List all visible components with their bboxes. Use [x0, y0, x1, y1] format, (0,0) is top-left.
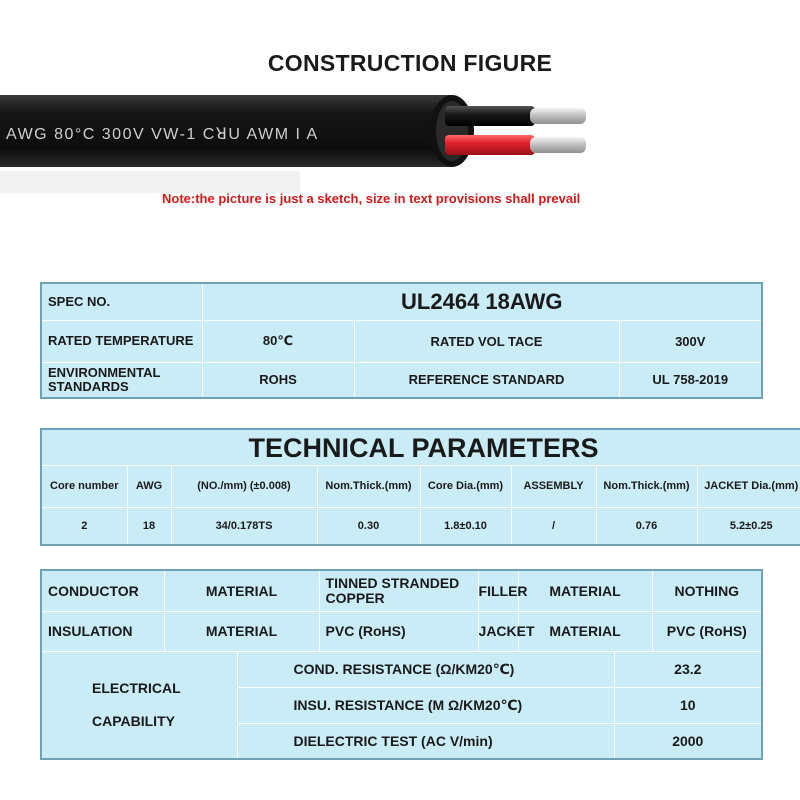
- tech-header-cell: AWG: [127, 465, 171, 507]
- tech-value-cell: 5.2±0.25: [697, 507, 800, 545]
- red-core-copper: [530, 137, 586, 153]
- conductor-label: CONDUCTOR: [41, 570, 164, 611]
- electrical-value: 23.2: [614, 651, 762, 687]
- tech-header-cell: (NO./mm) (±0.008): [171, 465, 317, 507]
- tech-header-cell: Core number: [41, 465, 127, 507]
- tech-header-cell: JACKET Dia.(mm): [697, 465, 800, 507]
- filler-material-label: MATERIAL: [518, 570, 652, 611]
- spec-no-value: UL2464 18AWG: [202, 283, 762, 320]
- materials-electrical-table: [40, 569, 763, 760]
- reference-standard-value: UL 758-2019: [619, 362, 762, 398]
- tech-header-cell: Core Dia.(mm): [420, 465, 511, 507]
- black-core-copper: [530, 108, 586, 124]
- tech-value-cell: 18: [127, 507, 171, 545]
- tech-header-cell: Nom.Thick.(mm): [317, 465, 420, 507]
- tech-header-cell: Nom.Thick.(mm): [596, 465, 697, 507]
- tech-value-cell: 0.76: [596, 507, 697, 545]
- tech-value-cell: 1.8±0.10: [420, 507, 511, 545]
- cable-illustration: [0, 93, 600, 193]
- technical-parameters-table: [40, 428, 800, 546]
- electrical-param: COND. RESISTANCE (Ω/KM20℃): [237, 651, 614, 687]
- conductor-material-label: MATERIAL: [164, 570, 319, 611]
- tech-value-cell: 0.30: [317, 507, 420, 545]
- jacket-material-label: MATERIAL: [518, 611, 652, 651]
- black-core: [445, 106, 535, 126]
- reference-standard-label: REFERENCE STANDARD: [354, 362, 619, 398]
- spec-no-label: SPEC NO.: [41, 283, 202, 320]
- insulation-material-label: MATERIAL: [164, 611, 319, 651]
- rated-temperature-label: RATED TEMPERATURE: [41, 320, 202, 362]
- tech-value-cell: 34/0.178TS: [171, 507, 317, 545]
- electrical-param: DIELECTRIC TEST (AC V/min): [237, 723, 614, 759]
- tech-header-cell: ASSEMBLY: [511, 465, 596, 507]
- rated-voltage-label: RATED VOL TACE: [354, 320, 619, 362]
- environmental-standards-label: ENVIRONMENTAL STANDARDS: [41, 362, 202, 398]
- jacket-material-value: PVC (RoHS): [652, 611, 762, 651]
- environmental-standards-value: ROHS: [202, 362, 354, 398]
- spec-table: [40, 282, 763, 399]
- tech-value-cell: /: [511, 507, 596, 545]
- rated-voltage-value: 300V: [619, 320, 762, 362]
- insulation-material-value: PVC (RoHS): [319, 611, 478, 651]
- electrical-capability-label: ELECTRICAL CAPABILITY: [41, 651, 237, 759]
- rated-temperature-value: 80℃: [202, 320, 354, 362]
- tech-value-row: [41, 507, 800, 545]
- conductor-material-value: TINNED STRANDED COPPER: [319, 570, 478, 611]
- construction-figure-title: CONSTRUCTION FIGURE: [267, 50, 553, 76]
- technical-parameters-title: TECHNICAL PARAMETERS: [41, 429, 800, 465]
- jacket-label: JACKET: [478, 611, 518, 651]
- filler-material-value: NOTHING: [652, 570, 762, 611]
- filler-label: FILLER: [478, 570, 518, 611]
- tech-header-row: [41, 465, 800, 507]
- electrical-value: 2000: [614, 723, 762, 759]
- electrical-param: INSU. RESISTANCE (M Ω/KM20℃): [237, 687, 614, 723]
- tech-value-cell: 2: [41, 507, 127, 545]
- red-core: [445, 135, 535, 155]
- sketch-note: Note:the picture is just a sketch, size in text provisions shall prevail: [162, 191, 581, 206]
- cable-print-text: AWG 80°C 300V VW-1 CꓤU AWM I A: [6, 126, 319, 143]
- electrical-value: 10: [614, 687, 762, 723]
- insulation-label: INSULATION: [41, 611, 164, 651]
